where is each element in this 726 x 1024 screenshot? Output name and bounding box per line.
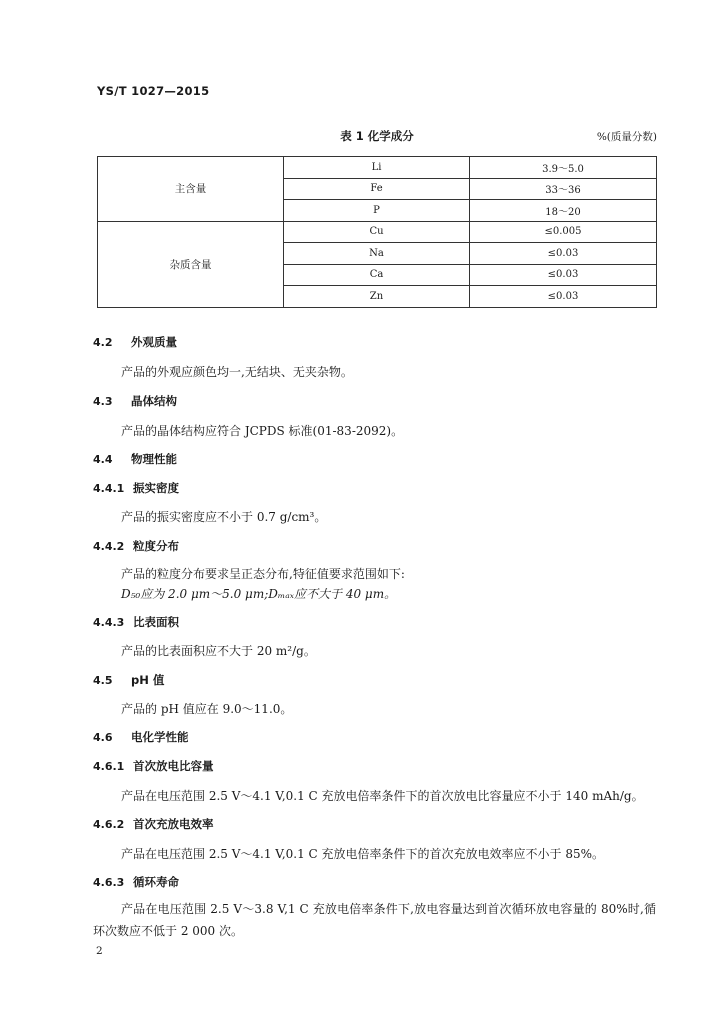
section-paragraph: 产品在电压范围 2.5 V～3.8 V,1 C 充放电倍率条件下,放电容量达到首次循环放电容量的 80%时,循环次数应不低于 2 000 次。 (93, 902, 656, 938)
section-heading-4-4-3 (93, 614, 179, 630)
section-heading-4-3 (93, 393, 177, 409)
element-cell: Cu (284, 221, 470, 243)
page-number: 2 (96, 945, 103, 957)
section-title: 振实密度 (133, 481, 179, 495)
value-cell: ≤0.03 (470, 286, 657, 308)
section-title: 比表面积 (133, 615, 179, 629)
section-title: 首次放电比容量 (133, 759, 214, 773)
section-title: 物理性能 (131, 452, 177, 466)
table-row (98, 221, 657, 243)
section-paragraph: 产品的振实密度应不小于 0.7 g/cm³。 (121, 510, 327, 524)
section-paragraph: 产品的比表面积应不大于 20 m²/g。 (121, 644, 316, 658)
section-title: 电化学性能 (131, 730, 189, 744)
value-cell: 33～36 (470, 178, 657, 200)
table-row (98, 157, 657, 179)
section-number: 4.4.1 (93, 482, 125, 495)
section-paragraph: 产品在电压范围 2.5 V～4.1 V,0.1 C 充放电倍率条件下的首次放电比容量应不小于 140 mAh/g。 (121, 789, 644, 803)
section-number: 4.5 (93, 674, 113, 687)
value-cell: ≤0.03 (470, 243, 657, 265)
element-cell: Zn (284, 286, 470, 308)
section-number: 4.4.3 (93, 616, 125, 629)
section-title: 循环寿命 (133, 875, 179, 889)
element-cell: Fe (284, 178, 470, 200)
value-cell: ≤0.005 (470, 221, 657, 243)
section-number: 4.3 (93, 395, 113, 408)
section-number: 4.6.2 (93, 818, 125, 831)
section-paragraph-line2: D₅₀应为 2.0 μm～5.0 μm;Dₘₐₓ应不大于 40 μm。 (121, 587, 397, 601)
value-cell: 18～20 (470, 200, 657, 222)
section-paragraph: 产品的粒度分布要求呈正态分布,特征值要求范围如下: (121, 567, 405, 581)
section-number: 4.4.2 (93, 540, 125, 553)
section-number: 4.6 (93, 731, 113, 744)
section-heading-4-6-3 (93, 874, 179, 890)
main-content-group-label: 主含量 (98, 157, 284, 222)
value-cell: 3.9～5.0 (470, 157, 657, 179)
section-title: 晶体结构 (131, 394, 177, 408)
section-paragraph: 产品的晶体结构应符合 JCPDS 标准(01-83-2092)。 (121, 424, 404, 438)
element-cell: P (284, 200, 470, 222)
section-paragraph: 产品的外观应颜色均一,无结块、无夹杂物。 (121, 365, 353, 379)
table-unit: %(质量分数) (596, 131, 657, 143)
section-heading-4-4-2 (93, 538, 179, 554)
section-paragraph: 产品的 pH 值应在 9.0～11.0。 (121, 702, 293, 716)
element-cell: Li (284, 157, 470, 179)
section-heading-4-6-1 (93, 758, 214, 774)
document-id-header: YS/T 1027—2015 (97, 84, 210, 98)
section-title: pH 值 (131, 673, 165, 687)
section-number: 4.2 (93, 336, 113, 349)
section-heading-4-4-1 (93, 480, 179, 496)
section-heading-4-2 (93, 334, 177, 350)
element-cell: Ca (284, 264, 470, 286)
table-caption (97, 128, 657, 144)
chemical-composition-table (97, 156, 657, 308)
section-title: 粒度分布 (133, 539, 179, 553)
section-heading-4-6-2 (93, 816, 214, 832)
table-title: 表 1 化学成分 (340, 129, 414, 143)
section-heading-4-6 (93, 729, 189, 745)
section-title: 首次充放电效率 (133, 817, 214, 831)
section-title: 外观质量 (131, 335, 177, 349)
section-number: 4.6.1 (93, 760, 125, 773)
section-number: 4.6.3 (93, 876, 125, 889)
section-number: 4.4 (93, 453, 113, 466)
value-cell: ≤0.03 (470, 264, 657, 286)
section-heading-4-5 (93, 672, 164, 688)
element-cell: Na (284, 243, 470, 265)
impurity-group-label: 杂质含量 (98, 221, 284, 307)
section-paragraph: 产品在电压范围 2.5 V～4.1 V,0.1 C 充放电倍率条件下的首次充放电效率应不小于 85%。 (121, 847, 605, 861)
section-heading-4-4 (93, 451, 177, 467)
